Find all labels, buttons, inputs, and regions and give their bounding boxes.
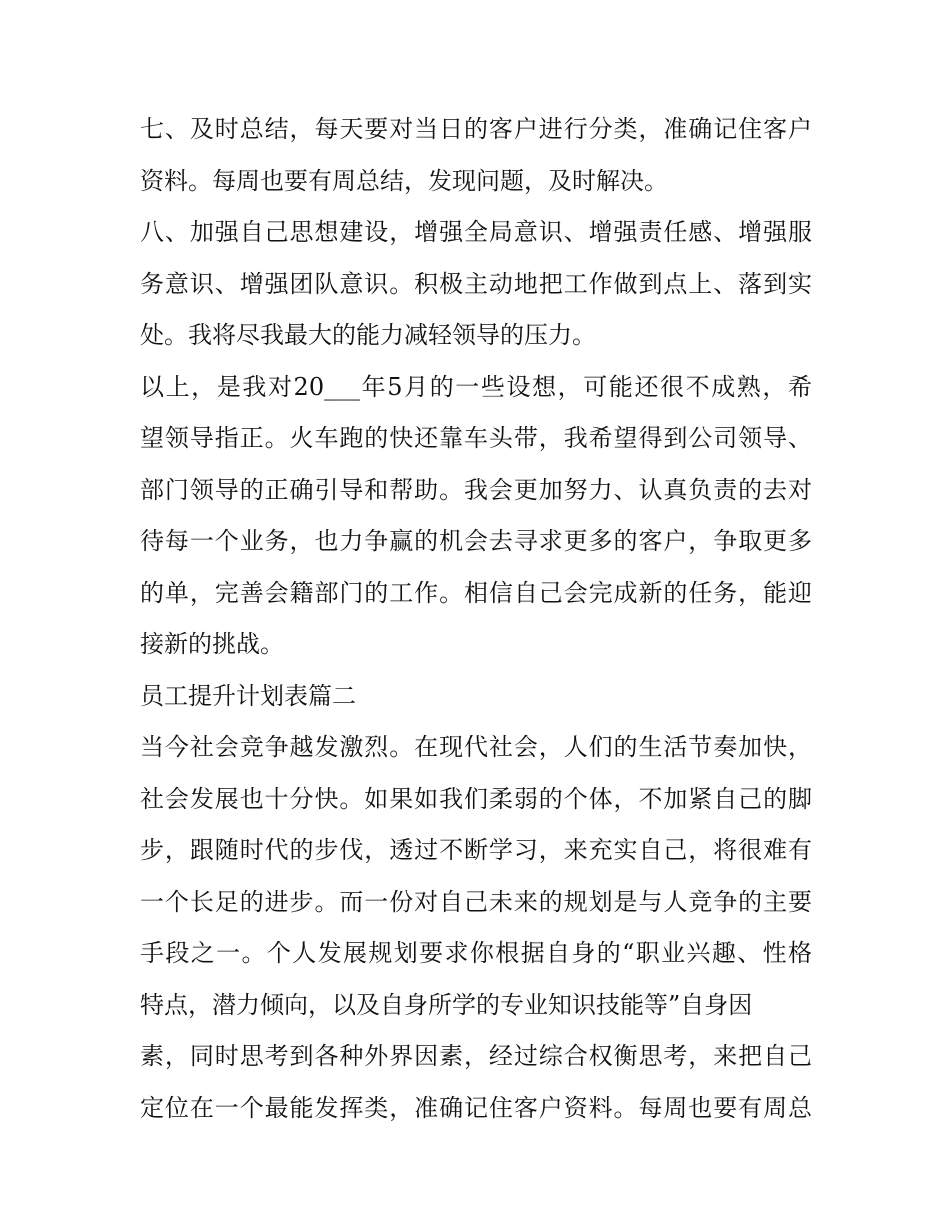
text-line: 七、及时总结，每天要对当日的客户进行分类，准确记住客户	[140, 115, 812, 143]
text-line: 以上，是我对20___年5月的一些设想，可能还很不成熟，希	[140, 372, 812, 401]
text-line: 处。我将尽我最大的能力减轻领导的压力。	[140, 321, 596, 349]
text-line: 八、加强自己思想建设，增强全局意识、增强责任感、增强服	[140, 218, 812, 246]
text-line: 一个长足的进步。而一份对自己未来的规划是与人竞争的主要	[140, 887, 812, 916]
text-line: 社会发展也十分快。如果如我们柔弱的个体，不加紧自己的脚	[140, 784, 812, 813]
text-line: 部门领导的正确引导和帮助。我会更加努力、认真负责的去对	[140, 475, 812, 504]
text-line: 素，同时思考到各种外界因素，经过综合权衡思考，来把自己	[140, 1042, 812, 1070]
text-line: 望领导指正。火车跑的快还靠车头带，我希望得到公司领导、	[140, 424, 812, 452]
text-line: 待每一个业务，也力争赢的机会去寻求更多的客户，争取更多	[140, 527, 812, 555]
text-line: 当今社会竞争越发激烈。在现代社会，人们的生活节奏加快，	[140, 733, 812, 761]
document-body	[140, 104, 812, 1134]
section-heading: 员工提升计划表篇二	[140, 681, 356, 710]
text-line: 特点，潜力倾向，以及自身所学的专业知识技能等”自身因	[140, 990, 753, 1019]
text-line: 接新的挑战。	[140, 630, 284, 658]
text-line: 的单，完善会籍部门的工作。相信自己会完成新的任务，能迎	[140, 578, 812, 607]
text-line: 务意识、增强团队意识。积极主动地把工作做到点上、落到实	[140, 269, 812, 298]
text-line: 手段之一。个人发展规划要求你根据自身的“职业兴趣、性格	[140, 939, 812, 967]
text-line: 资料。每周也要有周总结，发现问题，及时解决。	[140, 166, 668, 195]
text-line: 定位在一个最能发挥类，准确记住客户资料。每周也要有周总	[140, 1093, 812, 1122]
text-line: 步，跟随时代的步伐，透过不断学习，来充实自己，将很难有	[140, 836, 812, 864]
